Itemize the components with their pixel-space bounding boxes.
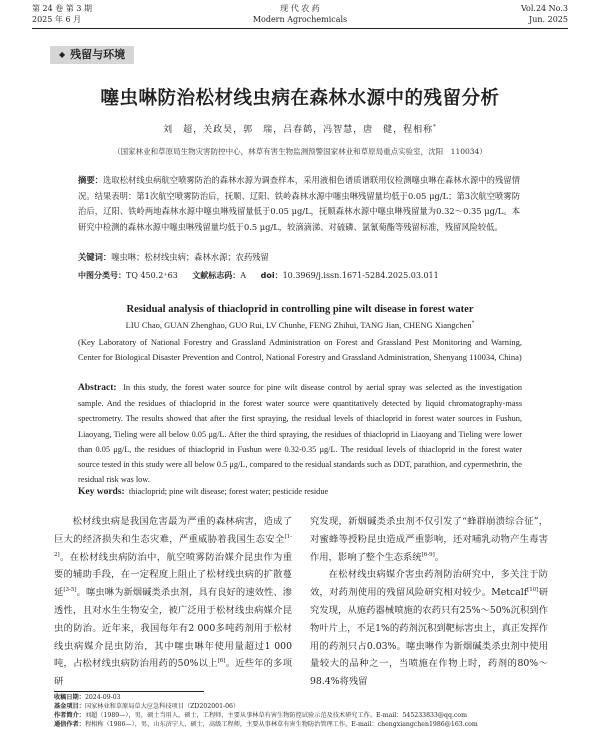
keywords-en-label: Key words: bbox=[78, 487, 125, 497]
footnote-received bbox=[54, 694, 560, 703]
footnote-label: 作者简介： bbox=[54, 712, 85, 719]
header-volume-en: Vol.24 No.3 bbox=[521, 4, 568, 13]
footnote-corresponding bbox=[54, 721, 560, 730]
section-tag-label: 残留与环境 bbox=[70, 48, 126, 61]
citation[interactable]: [10] bbox=[527, 587, 539, 594]
corresponding-mark-en: * bbox=[471, 320, 475, 327]
body-text: 。在松材线虫病防治中，航空喷雾防治媒介昆虫作为重要的辅助手段，在一定程度上阻止了松材线虫病的扩散蔓延 bbox=[54, 551, 292, 599]
citation[interactable]: [1-2] bbox=[54, 533, 292, 558]
footnote-value: 2024-09-03 bbox=[84, 694, 121, 701]
affiliation-en: (Key Laboratory of National Forestry and Grassland Administration on Forest and Grassland Pest Monitoring and Warning, Center for Biological Disaster Prevention and Control, National Forestry and Grassland Administration, Shenyang 110034, China) bbox=[78, 337, 522, 362]
footnote-label: 收稿日期： bbox=[54, 694, 85, 701]
abstract-en-label: Abstract: bbox=[78, 383, 117, 393]
body-text: 松材线虫病是我国危害最为严重的森林病害，造成了巨大的经济损失和生态灾难，严重威胁着我国生态安全 bbox=[54, 516, 292, 545]
body-text: 在松材线虫病媒介害虫药剂防治研究中，多关注于防效，对药剂使用的残留风险研究相对较少。Metcalf bbox=[310, 569, 548, 599]
body-paragraph bbox=[310, 513, 548, 566]
abstract-en-text: In this study, the forest water source for pine wilt disease control by aerial spray was selected as the investigation sample. And the residues of thiacloprid in the forest water source were quantitatively detected by liquid chromatography-mass spectrometry. The results showed that after the first spraying, the residual levels of thiacloprid in forest water sources in Fushun, Liaoyang, Tieling were all below 0.05 μg/L. After the third spraying, the residues of thiacloprid in Liaoyang and Tieling were lower than 0.05 μg/L, the residues of thiacloprid in Fushun were 0.32-0.35 μg/L. The residual levels of thiacloprid in the forest water source tested in this study were all below 0.5 μg/L, compared to the residual standards such as DDT, parathion, and cypermethrin, the residual risk was low. bbox=[78, 383, 522, 485]
footnote-label: 通信作者： bbox=[54, 721, 85, 728]
body-text: 。近些年的多项研 bbox=[54, 658, 292, 688]
keywords-en bbox=[78, 486, 522, 498]
abstract-en bbox=[78, 380, 522, 487]
body-text: 究发现，新烟碱类杀虫剂不仅引发了“蜂群崩溃综合征”，对蜜蜂等授粉昆虫造成严重影响，还对哺乳动物产生毒害作用，影响了整个生态系统 bbox=[310, 516, 548, 563]
header-date-cn: 2025 年 6 月 bbox=[32, 15, 82, 24]
doi-label: doi： bbox=[260, 271, 283, 280]
keywords-cn-label: 关键词： bbox=[78, 252, 112, 262]
footnote-rule bbox=[54, 691, 204, 692]
abstract-cn-text: 选取松材线虫病航空喷雾防治的森林水源为调查样本，采用液相色谱质谱联用仪检测噻虫啉在森林水源中的残留情况。结果表明：第1次航空喷雾防治后，抚顺、辽阳、铁岭森林水源中噻虫啉残留量均低于0.05 μg/L；第3次航空喷雾防治后，辽阳、铁岭两地森林水源中噻虫啉残留量低于0.05 μg/L，抚顺森林水源中噻虫啉残留量为0.32～0.35 μg/L。本研究中检测的森林水源中噻虫啉残留量均低于0.5 μg/L，较滴滴涕、对硫磷、氯氰菊酯等残留标准，残留风险较低。 bbox=[78, 175, 520, 232]
authors-en bbox=[0, 320, 600, 330]
keywords-cn bbox=[78, 251, 520, 263]
footnote-value: 程相称（1986—），男，山东济宁人，硕士，高级工程师，主要从事林草有害生物防治管理工作。E-mail：chengxiangchen1986@163.com bbox=[84, 721, 478, 728]
doc-code-value: A bbox=[240, 271, 247, 280]
header-journal-en: Modern Agrochemicals bbox=[252, 15, 348, 24]
authors-en-names: LIU Chao, GUAN Zhenghao, GUO Rui, LV Chunhe, FENG Zhihui, TANG Jian, CHENG Xiangchen bbox=[125, 320, 472, 330]
body-paragraph bbox=[54, 513, 292, 691]
keywords-en-text: thiacloprid; pine wilt disease; forest water; pesticide residue bbox=[128, 487, 329, 496]
corresponding-mark: * bbox=[433, 124, 437, 130]
footnote-value: 刘超（1989—），男，硕士当用人，硕士，工程师，主要从事林草有害生物防控试验示范及技术研究工作。E-mail：545233833@qq.com bbox=[84, 712, 468, 719]
header-date-en: Jun. 2025 bbox=[529, 15, 568, 24]
body-text: 研究发现，从施药器械喷施的农药只有25%～50%沉积到作物叶片上，不足1%的药剂沉积到靶标害虫上，真正发挥作用的药剂只占0.03%。噻虫啉作为新烟碱类杀虫剂中使用量较大的品种之一，当喷施在作物上时，药剂的80%～98.4%将残留 bbox=[310, 587, 548, 688]
keywords-cn-text: 噻虫啉；松材线虫病；森林水源；农药残留 bbox=[111, 252, 269, 262]
body-text: 。 bbox=[434, 551, 445, 563]
footnote-value: 国家林业和草原局草大应急科技项目（ZD202001-06） bbox=[84, 703, 240, 710]
footnote-fund bbox=[54, 703, 560, 712]
authors-cn-names: 刘 超，关政昊，郭 瑞，吕春鹤，冯智慧，唐 健，程相称 bbox=[163, 125, 434, 135]
abstract-cn-label: 摘要： bbox=[78, 175, 104, 185]
body-text: 。噻虫啉为新烟碱类杀虫剂，具有良好的速效性、渗透性，且对水生生物安全，被广泛用于松材线虫病媒介昆虫的防治。近年来，我国每年有2 000多吨药剂用于松材线虫病媒介昆虫防治，其中噻虫啉年使用量超过1 000吨，占松材线虫病防治用药的50%以上 bbox=[54, 587, 292, 670]
abstract-cn bbox=[78, 173, 520, 235]
body-column-right bbox=[310, 513, 548, 691]
authors-cn bbox=[0, 122, 600, 135]
citation[interactable]: [6] bbox=[217, 658, 226, 665]
header-rule bbox=[32, 28, 568, 29]
header-volume-cn: 第 24 卷 第 3 期 bbox=[32, 4, 92, 13]
diamond-icon: ◆ bbox=[59, 50, 66, 59]
clc-label: 中图分类号： bbox=[78, 271, 126, 280]
doi-value[interactable]: 10.3969/j.issn.1671-5284.2025.03.011 bbox=[282, 271, 439, 280]
classification-line bbox=[78, 270, 520, 282]
body-paragraph bbox=[310, 566, 548, 691]
citation[interactable]: [6-9] bbox=[421, 551, 435, 558]
affiliation-cn: （国家林业和草原局生物灾害防控中心，林草有害生物监测预警国家林业和草原局重点实验室，沈阳 110034） bbox=[113, 147, 487, 156]
section-tag bbox=[50, 46, 134, 64]
footnote-author bbox=[54, 712, 560, 721]
article-title-en: Residual analysis of thiacloprid in controlling pine wilt disease in forest water bbox=[126, 304, 474, 315]
citation[interactable]: [3-5] bbox=[63, 587, 77, 594]
footnote-label: 基金项目： bbox=[54, 703, 85, 710]
body-column-left bbox=[54, 513, 292, 691]
header-journal-cn: 现 代 农 药 bbox=[280, 4, 320, 13]
doc-code-label: 文献标志码： bbox=[192, 271, 241, 280]
article-title-cn: 噻虫啉防治松材线虫病在森林水源中的残留分析 bbox=[100, 88, 500, 109]
clc-value: TQ 450.2⁺63 bbox=[126, 271, 178, 280]
